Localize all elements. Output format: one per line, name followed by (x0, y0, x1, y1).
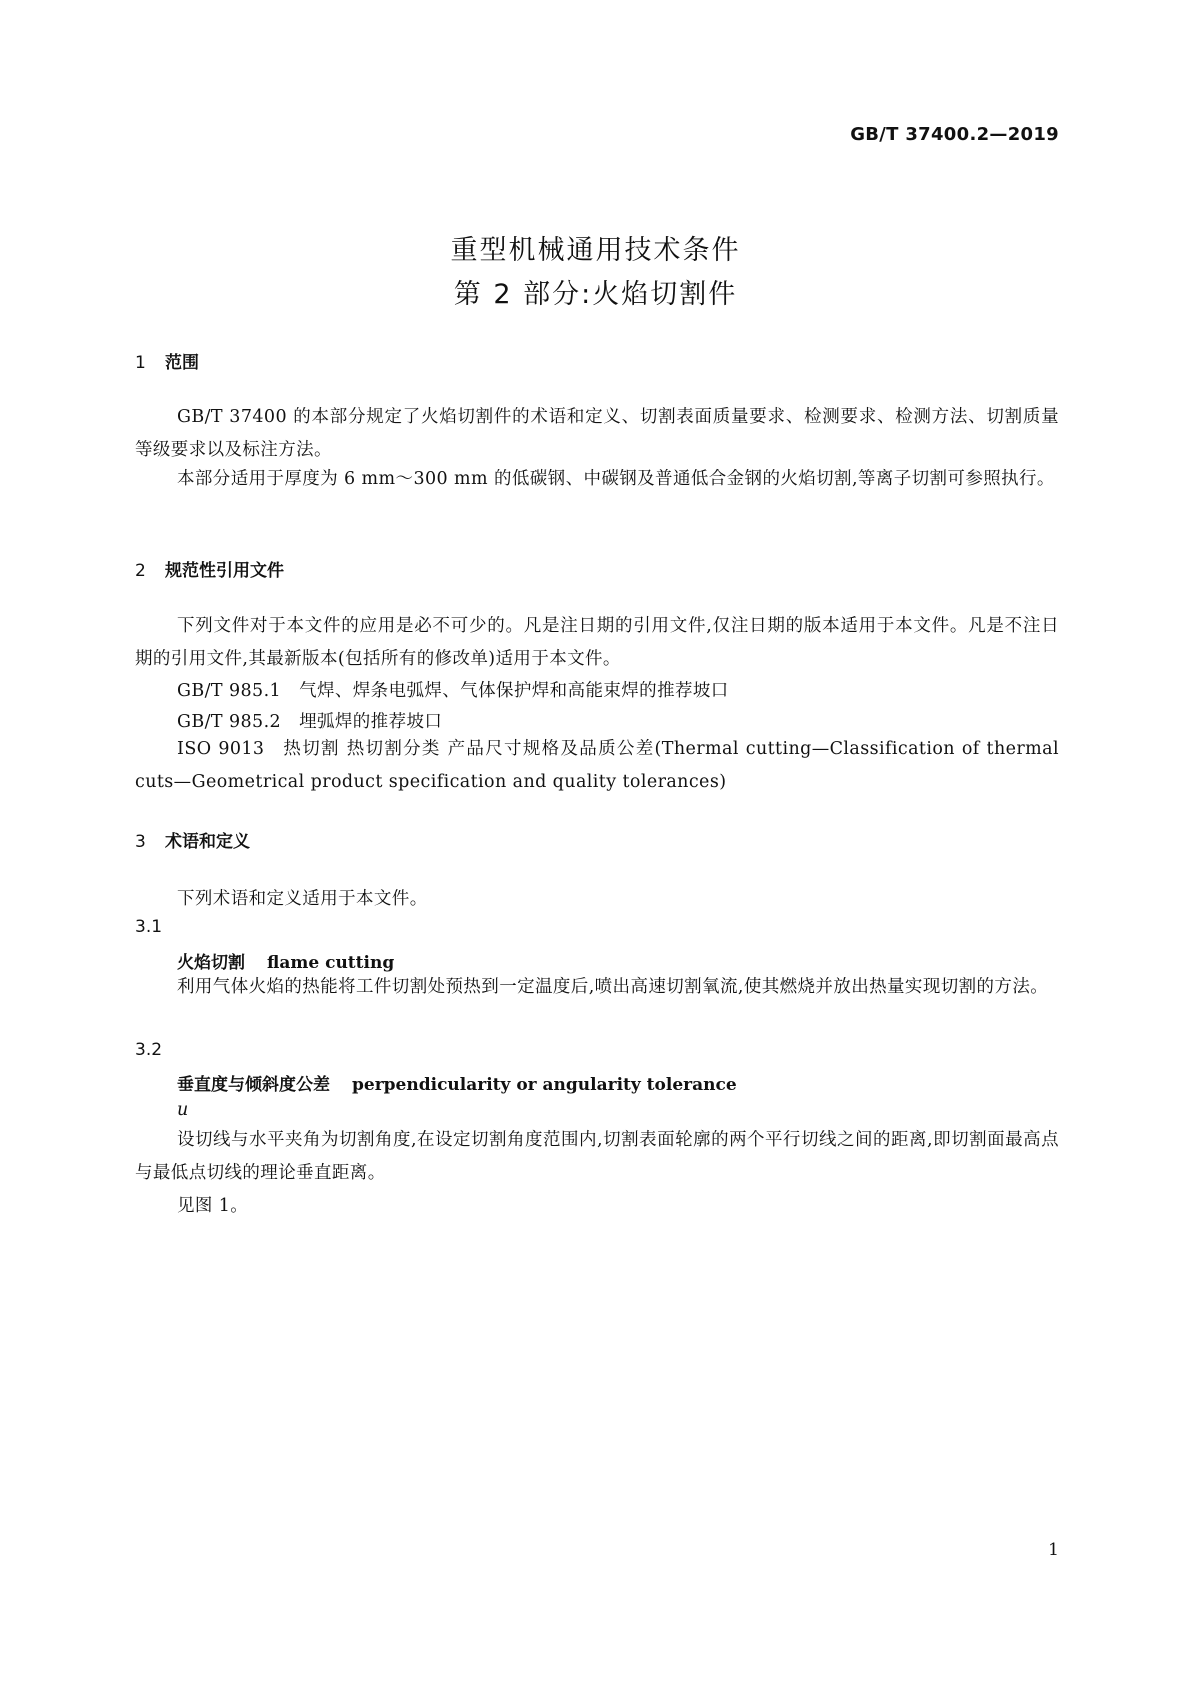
term-heading (177, 1070, 737, 1095)
term-symbol: u (177, 1100, 189, 1120)
reference-title: 热切割 热切割分类 产品尺寸规格及品质公差(Thermal cutting—Classification of thermal cuts—Geometrical product specification and quality tolerances) (135, 739, 1059, 792)
section-2-heading (135, 556, 284, 581)
section-2-number: 2 (135, 561, 146, 581)
section-3-number: 3 (135, 832, 146, 852)
section-3-heading (135, 827, 250, 852)
reference-code: ISO 9013 (177, 739, 265, 759)
document-title: 重型机械通用技术条件 (450, 235, 741, 266)
term-english: perpendicularity or angularity tolerance (352, 1075, 737, 1095)
document-subtitle: 第 2 部分:火焰切割件 (453, 279, 738, 310)
term-chinese: 垂直度与倾斜度公差 (177, 1075, 330, 1095)
section-3-title: 术语和定义 (165, 832, 250, 852)
term-definition: 设切线与水平夹角为切割角度,在设定切割角度范围内,切割表面轮廓的两个平行切线之间的距离,即切割面最高点与最低点切线的理论垂直距离。 (135, 1130, 1059, 1183)
term-chinese: 火焰切割 (177, 953, 245, 973)
section-1-title: 范围 (165, 353, 199, 373)
scope-paragraph-1: GB/T 37400 的本部分规定了火焰切割件的术语和定义、切割表面质量要求、检测要求、检测方法、切割质量等级要求以及标注方法。 (135, 407, 1059, 460)
term-english: flame cutting (267, 953, 395, 973)
terms-intro: 下列术语和定义适用于本文件。 (177, 889, 428, 909)
page-number: 1 (1048, 1540, 1059, 1560)
standard-number: GB/T 37400.2—2019 (850, 124, 1059, 145)
reference-title: 气焊、焊条电弧焊、气体保护焊和高能束焊的推荐坡口 (299, 681, 729, 701)
reference-code: GB/T 985.1 (177, 681, 282, 701)
term-number: 3.2 (135, 1040, 163, 1060)
normative-references-intro: 下列文件对于本文件的应用是必不可少的。凡是注日期的引用文件,仅注日期的版本适用于本文件。凡是不注日期的引用文件,其最新版本(包括所有的修改单)适用于本文件。 (135, 616, 1059, 669)
term-heading (177, 948, 394, 973)
section-2-title: 规范性引用文件 (165, 561, 284, 581)
section-1-number: 1 (135, 353, 146, 373)
figure-reference-note: 见图 1。 (177, 1196, 249, 1216)
term-definition: 利用气体火焰的热能将工件切割处预热到一定温度后,喷出高速切割氧流,使其燃烧并放出热量实现切割的方法。 (177, 977, 1049, 997)
reference-item (177, 677, 729, 702)
reference-title: 埋弧焊的推荐坡口 (299, 712, 443, 732)
reference-item (177, 708, 442, 733)
term-number: 3.1 (135, 917, 163, 937)
scope-paragraph-2: 本部分适用于厚度为 6 mm～300 mm 的低碳钢、中碳钢及普通低合金钢的火焰切割,等离子切割可参照执行。 (177, 469, 1055, 489)
reference-item (135, 733, 1059, 799)
reference-code: GB/T 985.2 (177, 712, 282, 732)
section-1-heading (135, 348, 199, 373)
